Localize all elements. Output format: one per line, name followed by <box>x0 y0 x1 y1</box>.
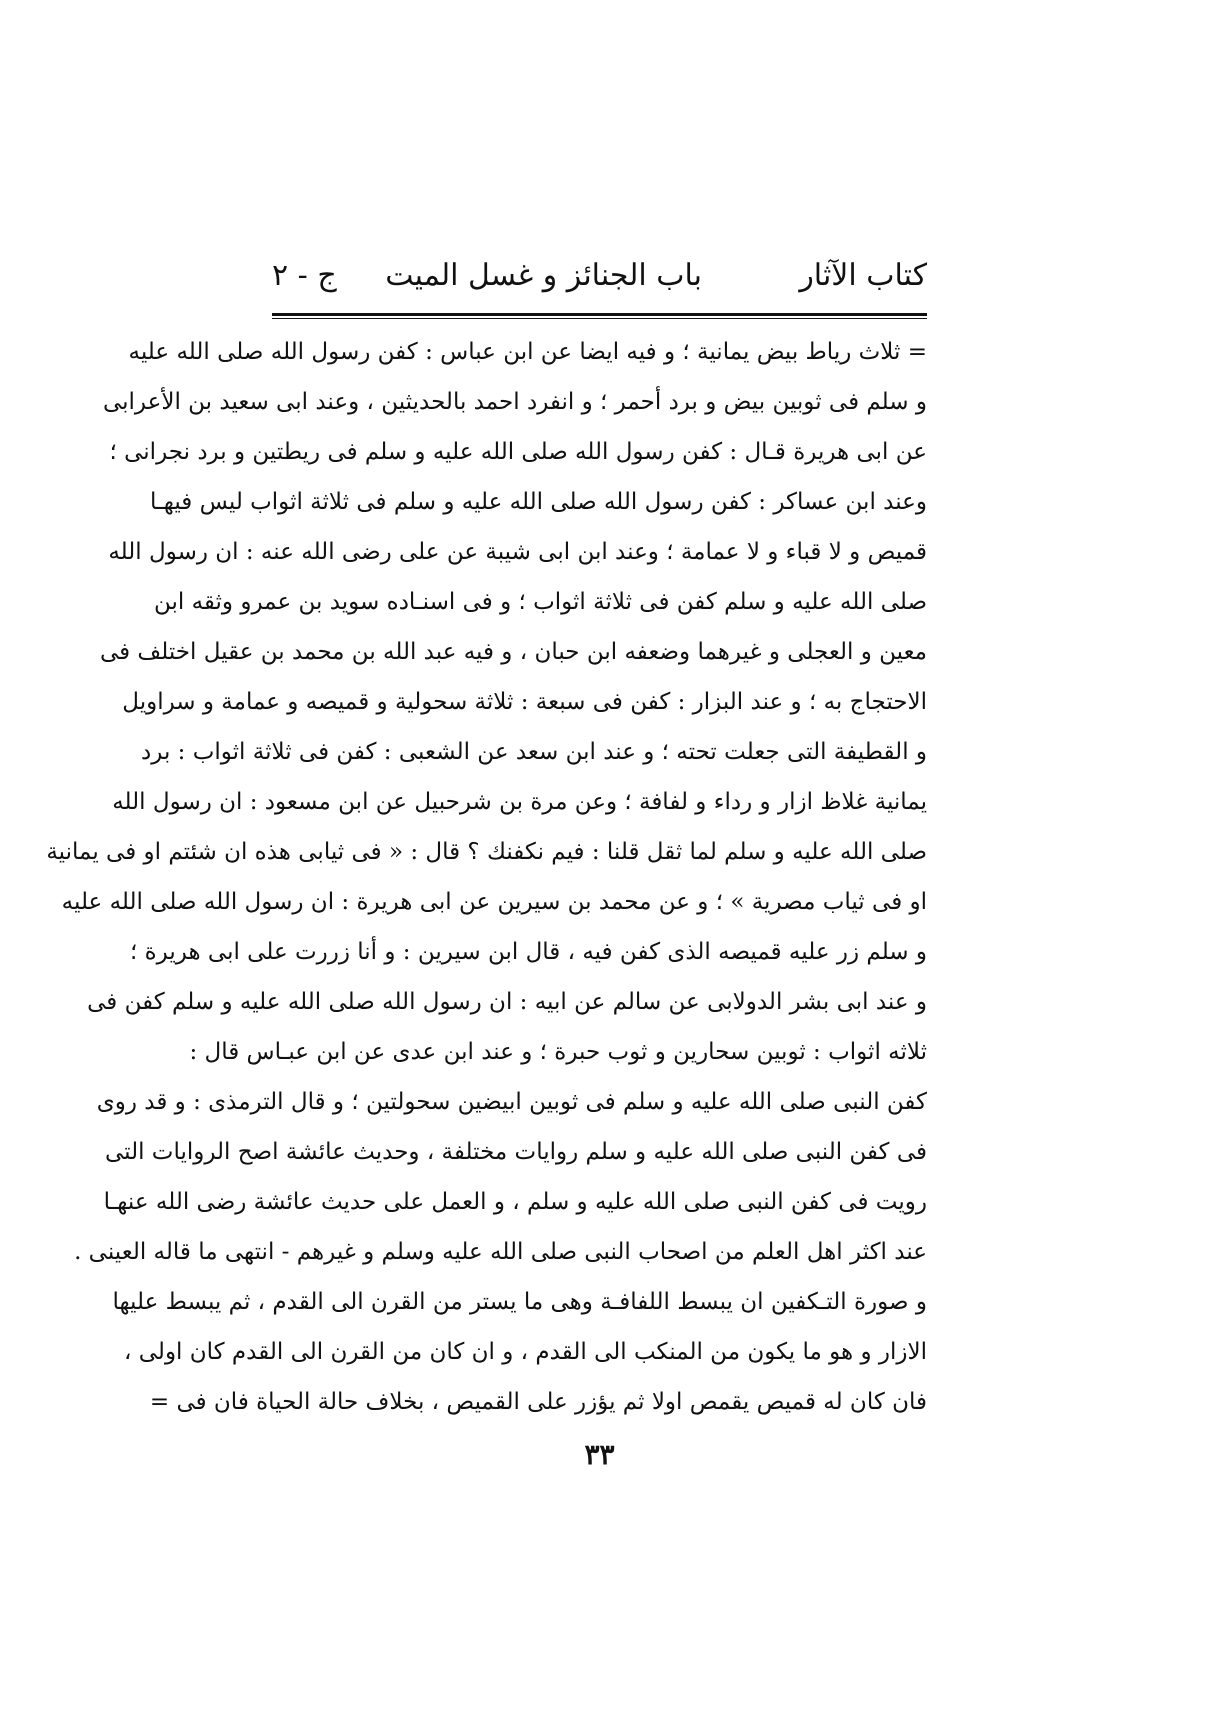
text-line: وعند ابن عساكر : كفن رسول الله صلى الله عليه و سلم فى ثلاثة اثواب ليس فيهـا <box>149 489 927 515</box>
chapter-title: باب الجنائز و غسل الميت <box>385 258 702 293</box>
book-title: كتاب الآثار <box>799 258 927 293</box>
text-line: الاحتجاج به ؛ و عند البزار : كفن فى سبعة : ثلاثة سحولية و قميصه و عمامة و سراويل <box>122 689 927 715</box>
text-line: فان كان له قميص يقمص اولا ثم يؤزر على القميص ، بخلاف حالة الحياة فان فى = <box>149 1389 927 1415</box>
text-line: فى كفن النبى صلى الله عليه و سلم روايات مختلفة ، وحديث عائشة اصح الروايات التى <box>104 1139 927 1165</box>
text-line: = ثلاث رياط بيض يمانية ؛ و فيه ايضا عن ابن عباس : كفن رسول الله صلى الله عليه <box>128 339 927 365</box>
text-line: الازار و هو ما يكون من المنكب الى القدم ، و ان كان من القرن الى القدم كان اولى ، <box>124 1339 927 1365</box>
text-line: صلى الله عليه و سلم كفن فى ثلاثة اثواب ؛ و فى اسنـاده سويد بن عمرو وثقه ابن <box>153 589 927 615</box>
text-line: عن ابى هريرة قـال : كفن رسول الله صلى الله عليه و سلم فى ريطتين و برد نجرانى ؛ <box>109 439 927 465</box>
body-text <box>46 327 927 1427</box>
text-line: معين و العجلى و غيرهما وضعفه ابن حبان ، و فيه عبد الله بن محمد بن عقيل اختلف فى <box>99 639 927 665</box>
text-line: و عند ابى بشر الدولابى عن سالم عن ابيه : ان رسول الله صلى الله عليه و سلم كفن فى <box>87 989 927 1015</box>
text-line: ثلاثه اثواب : ثوبين سحارين و ثوب حبرة ؛ و عند ابن عدى عن ابن عبـاس قال : <box>189 1039 927 1065</box>
text-line: و صورة التـكفين ان يبسط اللفافـة وهى ما يستر من القرن الى القدم ، ثم يبسط عليها <box>112 1289 927 1315</box>
header-rule-thin <box>272 318 927 319</box>
text-line: و سلم فى ثوبين بيض و برد أحمر ؛ و انفرد احمد بالحديثين ، وعند ابى سعيد بن الأعرابى <box>102 389 927 415</box>
header-rule <box>272 313 927 316</box>
text-line: كفن النبى صلى الله عليه و سلم فى ثوبين ابيضين سحولتين ؛ و قال الترمذى : و قد روى <box>96 1089 927 1115</box>
text-line: و سلم زر عليه قميصه الذى كفن فيه ، قال ابن سيرين : و أنا زررت على ابى هريرة ؛ <box>130 939 927 965</box>
text-line: يمانية غلاظ ازار و رداء و لفافة ؛ وعن مرة بن شرحبيل عن ابن مسعود : ان رسول الله <box>112 789 927 815</box>
page-number: ٣٣ <box>584 1438 615 1471</box>
text-line: او فى ثياب مصرية » ؛ و عن محمد بن سيرين عن ابى هريرة : ان رسول الله صلى الله عليه <box>61 889 927 915</box>
text-line: صلى الله عليه و سلم لما ثقل قلنا : فيم نكفنك ؟ قال : « فى ثيابى هذه ان شئتم او فى يمانية <box>46 839 927 865</box>
text-line: عند اكثر اهل العلم من اصحاب النبى صلى الله عليه وسلم و غيرهم - انتهى ما قاله العينى . <box>74 1239 927 1265</box>
text-line: و القطيفة التى جعلت تحته ؛ و عند ابن سعد عن الشعبى : كفن فى ثلاثة اثواب : برد <box>141 739 927 765</box>
text-line: قميص و لا قباء و لا عمامة ؛ وعند ابن ابى شيبة عن على رضى الله عنه : ان رسول الله <box>108 539 927 565</box>
text-line: رويت فى كفن النبى صلى الله عليه و سلم ، و العمل على حديث عائشة رضى الله عنهـا <box>103 1189 927 1215</box>
volume-number: ج - ٢ <box>272 258 337 293</box>
page-header <box>272 258 927 308</box>
